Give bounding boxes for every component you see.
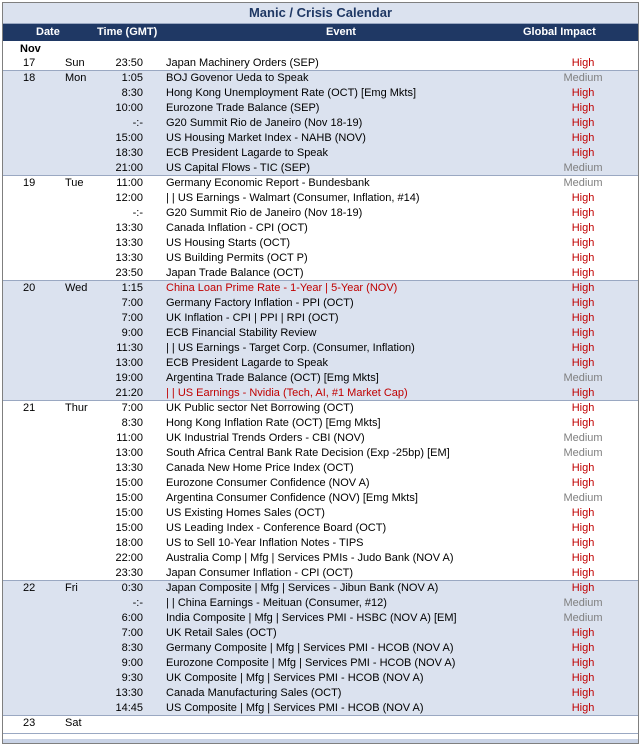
day-of-week: Tue <box>65 177 84 189</box>
table-row <box>3 431 638 446</box>
table-row <box>3 476 638 491</box>
event-name: | | US Earnings - Target Corp. (Consumer, Inflation) <box>166 342 415 354</box>
impact-level: High <box>571 702 595 714</box>
table-row <box>3 491 638 506</box>
event-time: 13:30 <box>115 237 143 249</box>
month-label-row <box>3 42 638 56</box>
table-row <box>3 206 638 221</box>
table-row <box>3 581 638 596</box>
table-row <box>3 611 638 626</box>
impact-level: High <box>571 417 595 429</box>
impact-level: High <box>571 552 595 564</box>
impact-level: High <box>571 297 595 309</box>
column-header-event: Event <box>326 26 356 38</box>
impact-level: High <box>571 687 595 699</box>
impact-level: High <box>571 312 595 324</box>
event-name: UK Composite | Mfg | Services PMI - HCOB (NOV A) <box>166 672 424 684</box>
impact-level: High <box>571 117 595 129</box>
event-name: UK Inflation - CPI | PPI | RPI (OCT) <box>166 312 339 324</box>
impact-level: High <box>571 192 595 204</box>
table-row <box>3 116 638 131</box>
event-name: Japan Trade Balance (OCT) <box>166 267 304 279</box>
impact-level: High <box>571 507 595 519</box>
event-name: ECB President Lagarde to Speak <box>166 357 329 369</box>
table-row <box>3 191 638 206</box>
event-time: 15:00 <box>115 132 143 144</box>
table-row <box>3 506 638 521</box>
day-date: 21 <box>23 402 36 414</box>
event-time: 13:30 <box>115 687 143 699</box>
event-name: India Composite | Mfg | Services PMI - HSBC (NOV A) [EM] <box>166 612 457 624</box>
table-row <box>3 551 638 566</box>
event-time: 12:00 <box>115 192 143 204</box>
impact-level: High <box>571 462 595 474</box>
impact-level: High <box>571 222 595 234</box>
event-name: US Composite | Mfg | Services PMI - HCOB (NOV A) <box>166 702 424 714</box>
event-name: Hong Kong Unemployment Rate (OCT) [Emg Mkts] <box>166 87 417 99</box>
event-time: 0:30 <box>121 582 143 594</box>
day-group <box>3 581 638 716</box>
event-time: 18:30 <box>115 147 143 159</box>
event-name: Canada New Home Price Index (OCT) <box>166 462 354 474</box>
table-row <box>3 356 638 371</box>
column-header-impact: Global Impact Potential <box>523 26 596 55</box>
table-row <box>3 71 638 86</box>
event-name: Germany Factory Inflation - PPI (OCT) <box>166 297 354 309</box>
event-time: 9:30 <box>121 672 143 684</box>
impact-level: High <box>571 567 595 579</box>
day-date: 20 <box>23 282 36 294</box>
event-time: 9:00 <box>121 327 143 339</box>
table-row <box>3 281 638 296</box>
table-row <box>3 461 638 476</box>
impact-level: Medium <box>563 162 603 174</box>
event-name: | | China Earnings - Meituan (Consumer, #12) <box>166 597 387 609</box>
event-time: 21:00 <box>115 162 143 174</box>
day-of-week: Sun <box>65 57 85 69</box>
event-name: UK Retail Sales (OCT) <box>166 627 277 639</box>
impact-level: Medium <box>563 372 603 384</box>
event-time: 11:00 <box>116 432 143 444</box>
day-date: 22 <box>23 582 36 594</box>
table-row <box>3 296 638 311</box>
day-group <box>3 716 638 734</box>
event-name: Canada Manufacturing Sales (OCT) <box>166 687 342 699</box>
event-time: 15:00 <box>115 507 143 519</box>
event-time: 23:50 <box>115 267 143 279</box>
impact-level: High <box>571 522 595 534</box>
event-name: US Leading Index - Conference Board (OCT) <box>166 522 387 534</box>
impact-level: Medium <box>563 492 603 504</box>
event-name: Hong Kong Inflation Rate (OCT) [Emg Mkts] <box>166 417 381 429</box>
table-row <box>3 341 638 356</box>
impact-level: Medium <box>563 72 603 84</box>
event-name: ECB Financial Stability Review <box>166 327 317 339</box>
event-name: Japan Consumer Inflation - CPI (OCT) <box>166 567 354 579</box>
impact-level: High <box>571 657 595 669</box>
event-time: 7:00 <box>121 627 143 639</box>
day-group <box>3 71 638 176</box>
event-name: Germany Composite | Mfg | Services PMI - HCOB (NOV A) <box>166 642 454 654</box>
event-name: US to Sell 10-Year Inflation Notes - TIPS <box>166 537 364 549</box>
event-time: 13:30 <box>115 252 143 264</box>
event-name: UK Industrial Trends Orders - CBI (NOV) <box>166 432 365 444</box>
day-date: 23 <box>23 717 36 729</box>
impact-level: High <box>571 267 595 279</box>
event-name: BOJ Govenor Ueda to Speak <box>166 72 309 84</box>
event-time: 15:00 <box>115 477 143 489</box>
impact-level: Medium <box>563 612 603 624</box>
table-row <box>3 596 638 611</box>
table-row <box>3 641 638 656</box>
event-name: US Building Permits (OCT P) <box>166 252 308 264</box>
table-row <box>3 101 638 116</box>
impact-level: High <box>571 282 595 294</box>
impact-level: High <box>571 87 595 99</box>
table-row <box>3 626 638 641</box>
impact-level: High <box>571 327 595 339</box>
impact-level: High <box>571 102 595 114</box>
event-time: 22:00 <box>115 552 143 564</box>
table-row <box>3 131 638 146</box>
event-name: Japan Composite | Mfg | Services - Jibun Bank (NOV A) <box>166 582 439 594</box>
event-name: | | US Earnings - Nvidia (Tech, AI, #1 Market Cap) <box>166 387 408 399</box>
impact-level: High <box>571 357 595 369</box>
day-group <box>3 56 638 71</box>
impact-level: High <box>571 237 595 249</box>
month-label: Nov <box>20 43 41 55</box>
event-time: 13:30 <box>115 462 143 474</box>
event-time: 18:00 <box>115 537 143 549</box>
table-row <box>3 266 638 281</box>
day-group <box>3 401 638 581</box>
day-of-week: Sat <box>65 717 82 729</box>
day-group <box>3 281 638 401</box>
impact-level: High <box>571 207 595 219</box>
table-row <box>3 656 638 671</box>
day-of-week: Fri <box>65 582 78 594</box>
table-row <box>3 371 638 386</box>
event-time: 9:00 <box>121 657 143 669</box>
event-time: 10:00 <box>115 102 143 114</box>
table-row <box>3 236 638 251</box>
event-name: Eurozone Trade Balance (SEP) <box>166 102 320 114</box>
event-name: South Africa Central Bank Rate Decision (Exp -25bp) [EM] <box>166 447 450 459</box>
event-name: Argentina Trade Balance (OCT) [Emg Mkts] <box>166 372 379 384</box>
table-row <box>3 521 638 536</box>
event-name: US Housing Starts (OCT) <box>166 237 291 249</box>
day-date: 19 <box>23 177 36 189</box>
event-time: 7:00 <box>121 402 143 414</box>
table-row <box>3 686 638 701</box>
table-row <box>3 251 638 266</box>
day-date: 17 <box>23 57 36 69</box>
impact-level: High <box>571 627 595 639</box>
event-time: 8:30 <box>121 642 143 654</box>
calendar-table <box>2 2 639 744</box>
table-row <box>3 221 638 236</box>
table-row <box>3 446 638 461</box>
event-time: 7:00 <box>121 312 143 324</box>
table-row <box>3 386 638 401</box>
impact-level: High <box>571 147 595 159</box>
event-name: Eurozone Composite | Mfg | Services PMI - HCOB (NOV A) <box>166 657 456 669</box>
event-time: 1:05 <box>121 72 143 84</box>
impact-level: High <box>571 537 595 549</box>
impact-level: Medium <box>563 177 603 189</box>
event-time: 15:00 <box>115 522 143 534</box>
day-of-week: Mon <box>65 72 87 84</box>
event-time: 8:30 <box>121 87 143 99</box>
event-name: G20 Summit Rio de Janeiro (Nov 18-19) <box>166 117 363 129</box>
table-row <box>3 146 638 161</box>
table-row <box>3 56 638 71</box>
impact-level: High <box>571 387 595 399</box>
event-time: 15:00 <box>115 492 143 504</box>
event-name: | | US Earnings - Walmart (Consumer, Inflation, #14) <box>166 192 420 204</box>
event-name: Australia Comp | Mfg | Services PMIs - Judo Bank (NOV A) <box>166 552 454 564</box>
impact-level: High <box>571 252 595 264</box>
event-name: US Capital Flows - TIC (SEP) <box>166 162 311 174</box>
event-time: 7:00 <box>121 297 143 309</box>
table-row <box>3 401 638 416</box>
event-time: 21:20 <box>115 387 143 399</box>
event-time: -:- <box>132 117 143 129</box>
event-time: 13:30 <box>115 222 143 234</box>
event-name: Argentina Consumer Confidence (NOV) [Emg Mkts] <box>166 492 418 504</box>
impact-level: High <box>571 342 595 354</box>
impact-level: High <box>571 582 595 594</box>
event-time: 13:00 <box>115 447 143 459</box>
event-name: UK Public sector Net Borrowing (OCT) <box>166 402 354 414</box>
column-header-date: Date <box>36 26 60 38</box>
impact-level: High <box>571 477 595 489</box>
event-name: Eurozone Consumer Confidence (NOV A) <box>166 477 370 489</box>
impact-level: Medium <box>563 597 603 609</box>
event-time: 14:45 <box>115 702 143 714</box>
table-row <box>3 536 638 551</box>
table-bottom-bar <box>3 739 638 743</box>
table-row <box>3 86 638 101</box>
table-row <box>3 701 638 716</box>
event-name: US Housing Market Index - NAHB (NOV) <box>166 132 366 144</box>
event-time: 23:30 <box>115 567 143 579</box>
event-time: 8:30 <box>121 417 143 429</box>
event-time: -:- <box>132 207 143 219</box>
calendar-title: Manic / Crisis Calendar <box>3 3 638 24</box>
impact-level: High <box>571 672 595 684</box>
day-group <box>3 176 638 281</box>
table-row <box>3 326 638 341</box>
event-name: ECB President Lagarde to Speak <box>166 147 329 159</box>
impact-level: High <box>571 57 595 69</box>
day-of-week: Wed <box>65 282 88 294</box>
event-name: Japan Machinery Orders (SEP) <box>166 57 319 69</box>
event-name: Germany Economic Report - Bundesbank <box>166 177 370 189</box>
event-time: 6:00 <box>121 612 143 624</box>
table-row <box>3 176 638 191</box>
day-date: 18 <box>23 72 36 84</box>
impact-level: High <box>571 132 595 144</box>
event-time: 1:15 <box>121 282 143 294</box>
impact-level: High <box>571 402 595 414</box>
table-row <box>3 161 638 176</box>
event-time: 13:00 <box>115 357 143 369</box>
impact-level: Medium <box>563 447 603 459</box>
column-header-time: Time (GMT) <box>97 26 158 38</box>
impact-level: High <box>571 642 595 654</box>
day-of-week: Thur <box>65 402 88 414</box>
table-row <box>3 416 638 431</box>
event-name: Canada Inflation - CPI (OCT) <box>166 222 308 234</box>
table-row <box>3 311 638 326</box>
event-name: US Existing Homes Sales (OCT) <box>166 507 325 519</box>
table-row <box>3 716 638 731</box>
event-time: -:- <box>132 597 143 609</box>
event-name: G20 Summit Rio de Janeiro (Nov 18-19) <box>166 207 363 219</box>
event-time: 11:00 <box>116 177 143 189</box>
impact-level: Medium <box>563 432 603 444</box>
event-time: 19:00 <box>115 372 143 384</box>
table-row <box>3 671 638 686</box>
event-name: China Loan Prime Rate - 1-Year | 5-Year (NOV) <box>166 282 398 294</box>
event-time: 11:30 <box>116 342 143 354</box>
event-time: 23:50 <box>115 57 143 69</box>
table-row <box>3 566 638 581</box>
